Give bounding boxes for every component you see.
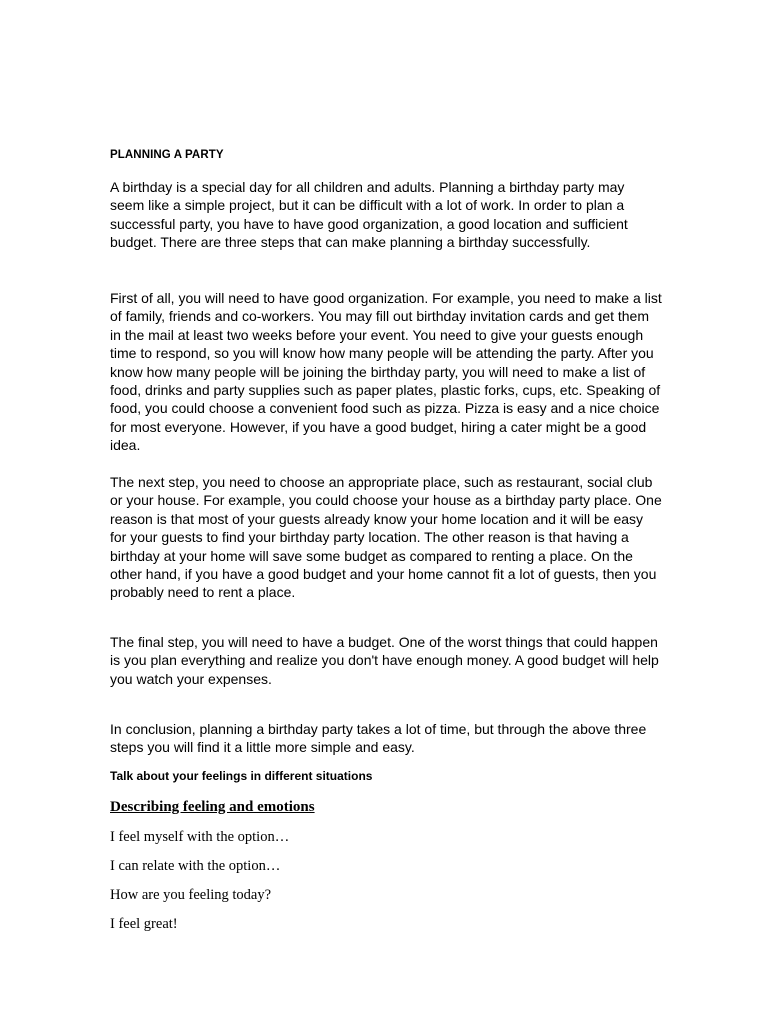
location-paragraph: The next step, you need to choose an appropriate place, such as restaurant, social club or your house. For example, you could choose your house as a birthday party place. One reason is that most of your guests already know your home location and it will be easy for your guests to find your birthday party location. The other reason is that having a birthday at your home will save some budget as compared to renting a place. On the other hand, if you have a good budget and your home cannot fit a lot of guests, then you probably need to rent a place.: [110, 474, 662, 601]
organization-paragraph: First of all, you will need to have good organization. For example, you need to make a list of family, friends and co-workers. You may fill out birthday invitation cards and get them in the mail at least two weeks before your event. You need to give your guests enough time to respond, so you will know how many people will be attending the party. After you know how many people will be joining the birthday party, you will need to make a list of food, drinks and party supplies such as paper plates, plastic forks, cups, etc. Speaking of food, you could choose a convenient food such as pizza. Pizza is easy and a nice choice for most everyone. However, if you have a good budget, hiring a cater might be a good idea.: [110, 290, 662, 454]
phrase-line: I feel myself with the option…: [110, 829, 290, 845]
intro-paragraph: A birthday is a special day for all children and adults. Planning a birthday party may seem like a simple project, but it can be difficult with a lot of work. In order to plan a successful party, you have to have good organization, a good location and sufficient budget. There are three steps that can make planning a birthday successfully.: [110, 179, 628, 251]
phrase-line: I can relate with the option…: [110, 858, 281, 874]
phrase-line: I feel great!: [110, 916, 178, 932]
conclusion-paragraph: In conclusion, planning a birthday party takes a lot of time, but through the above three steps you will find it a little more simple and easy.: [110, 721, 647, 756]
subheading: Describing feeling and emotions: [110, 799, 315, 815]
phrase-line: How are you feeling today?: [110, 887, 272, 903]
document-title: PLANNING A PARTY: [110, 149, 224, 161]
section-heading: Talk about your feelings in different situations: [110, 769, 373, 783]
budget-paragraph: The final step, you will need to have a budget. One of the worst things that could happen is you plan everything and realize you don't have enough money. A good budget will help you watch your expenses.: [110, 634, 659, 687]
